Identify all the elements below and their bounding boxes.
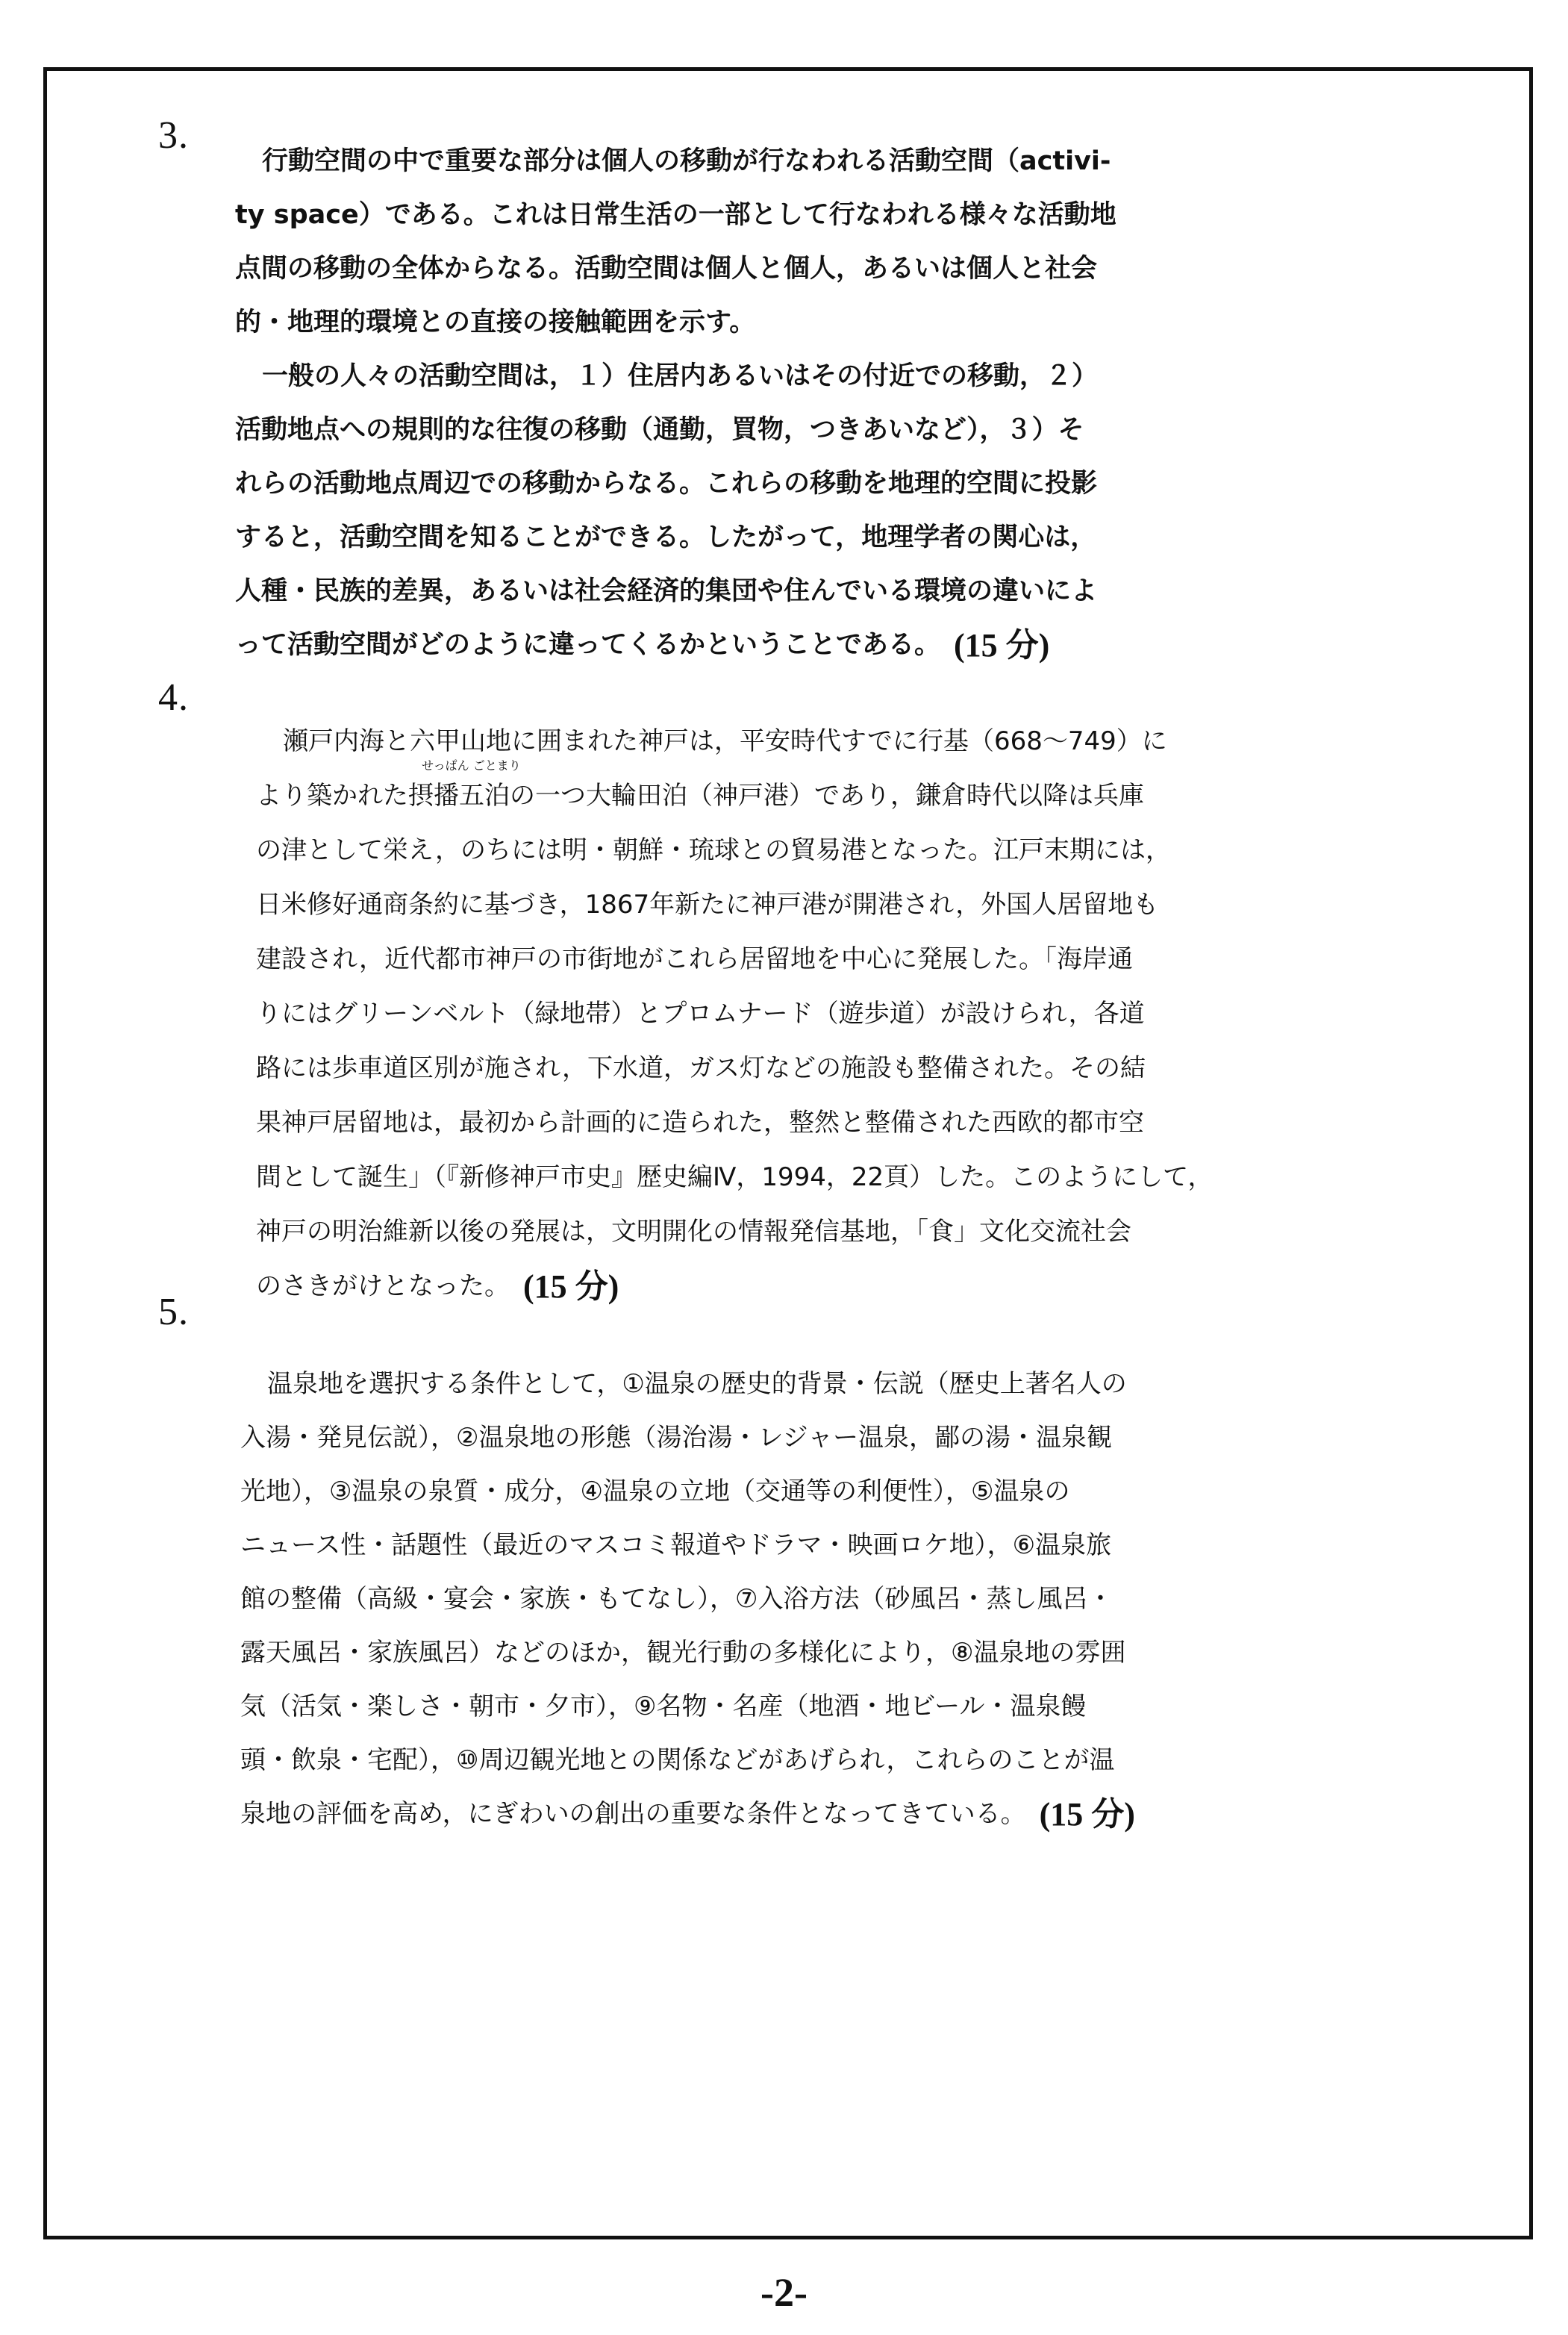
text-line: 人種・民族的差異，あるいは社会経済的集団や住んでいる環境の違いによ: [235, 576, 1098, 606]
text-line: すると，活動空間を知ることができる。したがって，地理学者の関心は，: [235, 523, 1097, 552]
score-label: (15 分): [954, 627, 1050, 664]
text-line-content: 泉地の評価を高め，にぎわいの創出の重要な条件となってきている。: [240, 1799, 1026, 1829]
text-line: りにはグリーンベルト（緑地帯）とプロムナード（遊歩道）が設けられ，各道: [256, 999, 1145, 1029]
text-line: [256, 758, 1214, 823]
ruby-annotation: せっぱん ごとまり: [422, 758, 521, 773]
text-line: 入湯・発見伝説），②温泉地の形態（湯治湯・レジャー温泉，鄙の湯・温泉観: [240, 1423, 1112, 1453]
text-line-content: って活動空間がどのように違ってくるかということである。: [235, 630, 941, 660]
score-label: (15 分): [1039, 1796, 1135, 1833]
question-5-text: [240, 1357, 1135, 1842]
text-line: 間として誕生」（『新修神戸市史』歴史編Ⅳ，1994，22頁）した。このようにして，: [256, 1162, 1214, 1192]
text-line: れらの活動地点周辺での移動からなる。これらの移動を地理的空間に投影: [235, 469, 1098, 499]
text-line: 瀬戸内海と六甲山地に囲まれた神戸は，平安時代すでに行基（668～749）に: [283, 726, 1167, 756]
text-line: 活動地点への規則的な往復の移動（通勤，買物，つきあいなど），３）そ: [235, 415, 1084, 445]
score-label: (15 分): [523, 1268, 619, 1305]
text-line: 館の整備（高級・宴会・家族・もてなし），⑦入浴方法（砂風呂・蒸し風呂・: [240, 1584, 1113, 1614]
text-line: 路には歩車道区別が施され，下水道，ガス灯などの施設も整備された。その結: [256, 1053, 1146, 1083]
text-line: [256, 1259, 1214, 1314]
question-3-text: [235, 134, 1116, 673]
text-line: [235, 618, 1116, 673]
question-number-4: 4.: [158, 676, 189, 719]
text-line: ty space）である。これは日常生活の一部として行なわれる様々な活動地: [235, 200, 1116, 230]
text-line: [240, 1787, 1135, 1842]
text-line: 点間の移動の全体からなる。活動空間は個人と個人，あるいは個人と社会: [235, 254, 1098, 284]
text-line: 気（活気・楽しさ・朝市・夕市），⑨名物・名産（地酒・地ビール・温泉饅: [240, 1692, 1087, 1721]
text-line: 建設され，近代都市神戸の市街地がこれら居留地を中心に発展した。「海岸通: [256, 944, 1134, 974]
text-line: 果神戸居留地は，最初から計画的に造られた，整然と整備された西欧的都市空: [256, 1108, 1144, 1138]
question-4-text: [256, 714, 1214, 1314]
text-line: 一般の人々の活動空間は，１）住居内あるいはその付近での移動，２）: [262, 361, 1099, 391]
text-line: 行動空間の中で重要な部分は個人の移動が行なわれる活動空間（activi-: [262, 146, 1111, 176]
page-number: -2-: [760, 2270, 808, 2315]
question-number-5: 5.: [158, 1291, 189, 1333]
text-line: 日米修好通商条約に基づき，1867年新たに神戸港が開港され，外国人居留地も: [256, 890, 1159, 920]
text-line-content: より築かれた摂播五泊の一つ大輪田泊（神戸港）であり，鎌倉時代以降は兵庫: [256, 781, 1144, 811]
text-line: 的・地理的環境との直接の接触範囲を示す。: [235, 308, 756, 337]
text-line: 光地），③温泉の泉質・成分，④温泉の立地（交通等の利便性），⑤温泉の: [240, 1477, 1070, 1506]
text-line-content: のさきがけとなった。: [256, 1271, 510, 1301]
question-number-3: 3.: [158, 114, 189, 157]
text-line: 神戸の明治維新以後の発展は，文明開化の情報発信基地，「食」文化交流社会: [256, 1217, 1131, 1247]
text-line: の津として栄え，のちには明・朝鮮・琉球との貿易港となった。江戸末期には，: [256, 835, 1172, 865]
text-line: ニュース性・話題性（最近のマスコミ報道やドラマ・映画ロケ地），⑥温泉旅: [240, 1530, 1112, 1560]
text-line: 温泉地を選択する条件として，①温泉の歴史的背景・伝説（歴史上著名人の: [267, 1369, 1127, 1399]
text-line: 露天風呂・家族風呂）などのほか，観光行動の多様化により，⑧温泉地の雰囲: [240, 1638, 1126, 1668]
text-line: 頭・飲泉・宅配），⑩周辺観光地との関係などがあげられ，これらのことが温: [240, 1745, 1115, 1775]
